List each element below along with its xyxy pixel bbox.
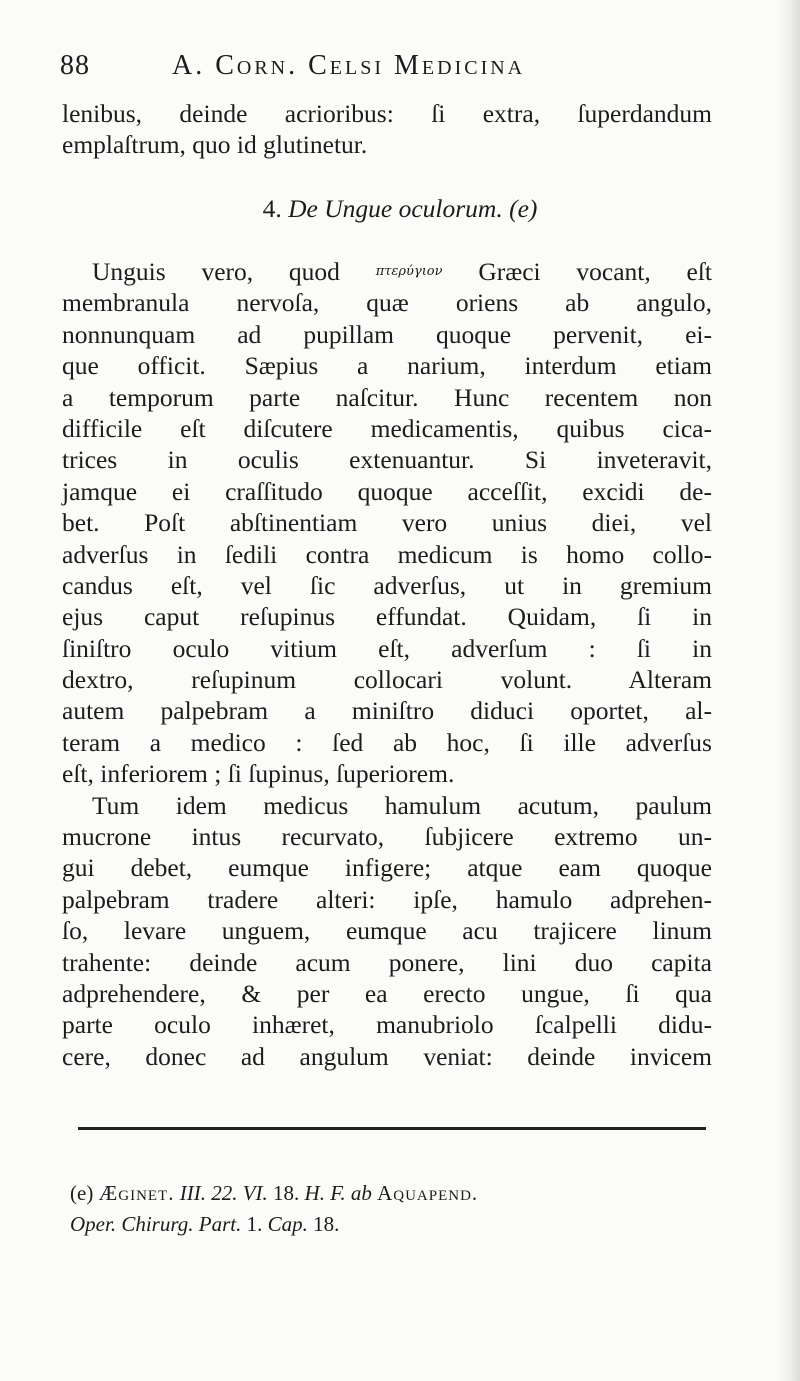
footnote-cap: Cap.	[267, 1212, 308, 1237]
text-line: membranula nervoſa, quæ oriens ab angulo,	[62, 288, 712, 318]
text-line: eſt, inferiorem ; ſi ſupinus, ſuperiorem.	[62, 759, 455, 789]
section-title: De Ungue oculorum.	[288, 194, 503, 223]
text-fragment: Græci vocant, eſt	[478, 257, 713, 286]
footnote-ref2-mid: ab	[350, 1181, 372, 1205]
footnote-ref: III. 22. VI.	[179, 1181, 268, 1205]
continued-text	[62, 98, 712, 161]
running-head-title: A. Corn. Celsi Medicina	[172, 50, 526, 81]
text-fragment: Unguis vero, quod	[92, 257, 340, 286]
text-line: mucrone intus recurvato, ſubjicere extremo un-	[62, 822, 712, 852]
text-line: autem palpebram a miniſtro diduci oportet, al-	[62, 696, 712, 726]
main-text	[62, 256, 712, 1072]
footnote-marker: (e)	[70, 1181, 94, 1205]
footnote-work: Oper. Chirurg. Part.	[70, 1212, 242, 1237]
footnote	[70, 1178, 730, 1241]
section-number: 4.	[262, 194, 282, 223]
footnote-author: Æginet.	[98, 1181, 175, 1205]
footnote-author2: Aquapend.	[377, 1181, 479, 1205]
text-line: emplaſtrum, quo id glutinetur.	[62, 130, 368, 160]
text-line: cere, donec ad angulum veniat: deinde invicem	[62, 1041, 712, 1071]
footnote-ref-tail: 18.	[273, 1181, 300, 1205]
text-line: candus eſt, vel ſic adverſus, ut in gremium	[62, 570, 712, 600]
text-line: adverſus in ſedili contra medicum is homo collo-	[62, 539, 712, 569]
footnote-line	[70, 1178, 730, 1209]
text-line: adprehendere, & per ea erecto ungue, ſi qua	[62, 978, 712, 1008]
text-line: nonnunquam ad pupillam quoque pervenit, ei-	[62, 319, 712, 349]
text-line: trahente: deinde acum ponere, lini duo capita	[62, 947, 712, 977]
text-line: bet. Poſt abſtinentiam vero unius diei, vel	[62, 508, 712, 538]
text-line: que officit. Sæpius a narium, interdum etiam	[62, 351, 712, 381]
text-line: parte oculo inhæret, manubriolo ſcalpelli didu-	[62, 1010, 712, 1040]
footnote-ref2: H. F.	[304, 1181, 346, 1205]
text-line: teram a medico : ſed ab hoc, ſi ille adverſus	[62, 727, 712, 757]
text-line: Tum idem medicus hamulum acutum, paulum	[92, 790, 712, 820]
text-line: dextro, reſupinum collocari volunt. Alteram	[62, 665, 712, 695]
footnote-line	[70, 1209, 730, 1240]
text-line: gui debet, eumque infigere; atque eam quoque	[62, 853, 712, 883]
section-heading	[0, 194, 800, 224]
text-line: a temporum parte naſcitur. Hunc recentem non	[62, 382, 712, 412]
text-line	[62, 256, 712, 287]
footnote-rule	[78, 1127, 706, 1130]
footnote-part-number: 1.	[246, 1212, 263, 1237]
running-head	[60, 50, 720, 94]
text-line: ſiniſtro oculo vitium eſt, adverſum : ſi in	[62, 633, 712, 663]
text-line: ejus caput reſupinus effundat. Quidam, ſi in	[62, 602, 712, 632]
text-line: ſo, levare unguem, eumque acu trajicere linum	[62, 916, 712, 946]
text-line: jamque ei craſſitudo quoque acceſſit, excidi de-	[62, 476, 712, 506]
text-line: difficile eſt diſcutere medicamentis, quibus cica-	[62, 413, 712, 443]
text-line: trices in oculis extenuantur. Si inveteravit,	[62, 445, 712, 475]
section-footnote-marker: (e)	[509, 194, 538, 223]
text-line: palpebram tradere alteri: ipſe, hamulo adprehen-	[62, 884, 712, 914]
page-number: 88	[60, 50, 90, 81]
footnote-cap-number: 18.	[313, 1212, 340, 1237]
greek-word: πτερύγιον	[375, 264, 443, 279]
text-line: lenibus, deinde acrioribus: ſi extra, ſuperdandum	[62, 99, 712, 128]
